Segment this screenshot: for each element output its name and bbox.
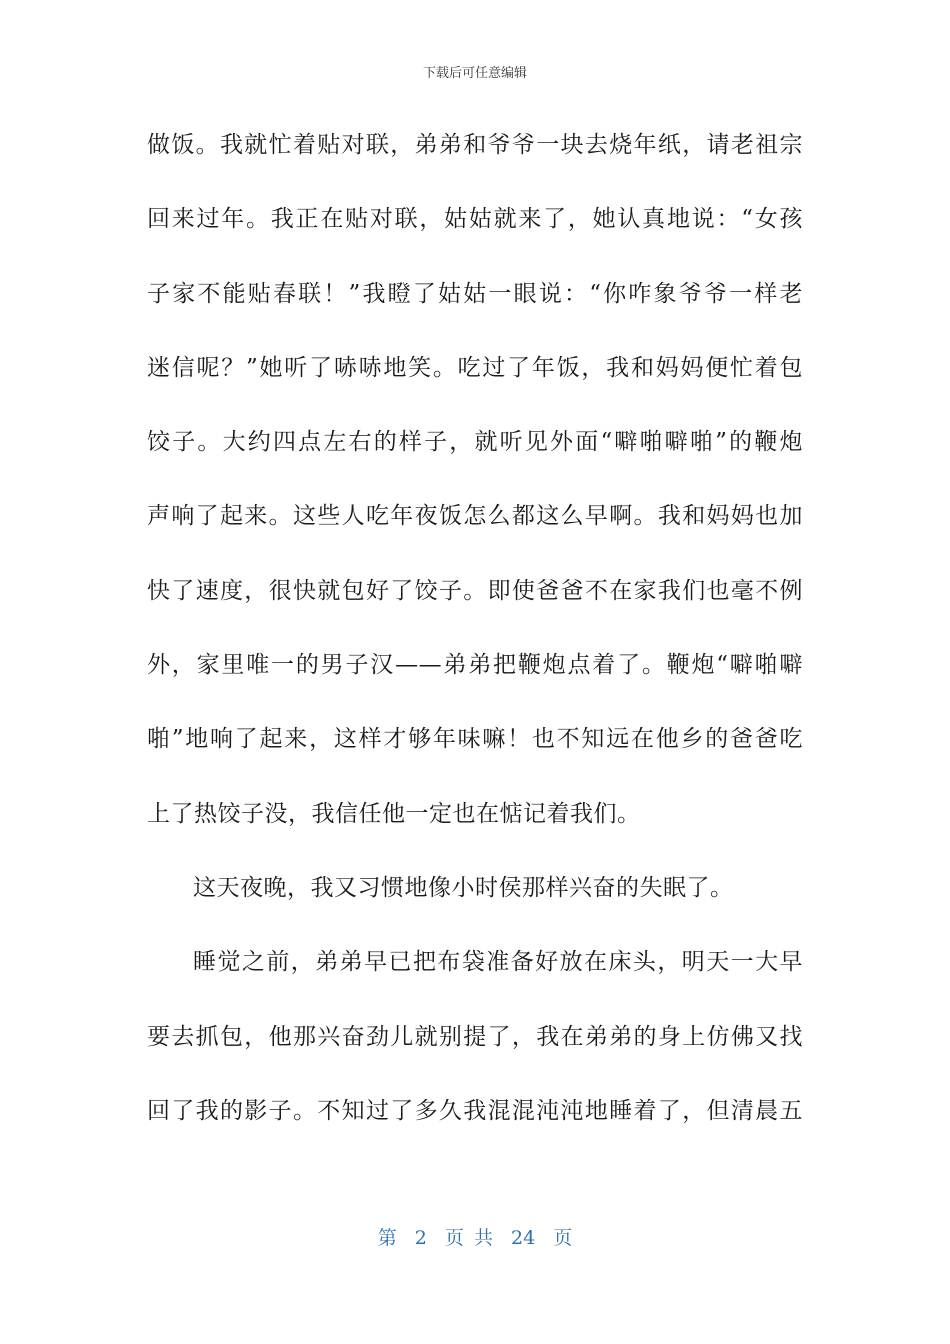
text-line: 回了我的影子。不知过了多久我混混沌沌地睡着了，但清晨五 <box>147 1097 803 1124</box>
footer-middle: 页 共 <box>444 1227 493 1249</box>
paragraph-line: 睡觉之前，弟弟早已把布袋准备好放在床头，明天一大早 <box>193 949 803 976</box>
footer-suffix: 页 <box>553 1227 573 1249</box>
text-line: 子家不能贴春联！”我瞪了姑姑一眼说：“你咋象爷爷一样老 <box>147 280 803 307</box>
text-line: 饺子。大约四点左右的样子，就听见外面“噼啪噼啪”的鞭炮 <box>147 429 803 456</box>
text-line: 外，家里唯一的男子汉——弟弟把鞭炮点着了。鞭炮“噼啪噼 <box>147 652 803 679</box>
text-line: 啪”地响了起来，这样才够年味嘛！也不知远在他乡的爸爸吃 <box>147 726 803 753</box>
page-header: 下载后可任意编辑 <box>422 66 527 81</box>
text-line: 迷信呢？”她听了哧哧地笑。吃过了年饭，我和妈妈便忙着包 <box>147 354 803 381</box>
current-page-number: 2 <box>414 1227 427 1249</box>
text-line: 上了热饺子没，我信任他一定也在惦记着我们。 <box>147 800 641 827</box>
text-line: 快了速度，很快就包好了饺子。即使爸爸不在家我们也毫不例 <box>147 577 803 604</box>
total-pages-number: 24 <box>511 1227 536 1249</box>
text-line: 回来过年。我正在贴对联，姑姑就来了，她认真地说：“女孩 <box>147 206 803 233</box>
text-line: 要去抓包，他那兴奋劲儿就别提了，我在弟弟的身上仿佛又找 <box>147 1023 803 1050</box>
text-line: 做饭。我就忙着贴对联，弟弟和爷爷一块去烧年纸，请老祖宗 <box>147 132 803 158</box>
footer-prefix: 第 <box>377 1227 397 1249</box>
page-number-footer <box>0 1224 950 1252</box>
document-body <box>147 120 803 1160</box>
text-line: 声响了起来。这些人吃年夜饭怎么都这么早啊。我和妈妈也加 <box>147 503 803 530</box>
paragraph-line: 这天夜晚，我又习惯地像小时侯那样兴奋的失眠了。 <box>193 874 734 901</box>
